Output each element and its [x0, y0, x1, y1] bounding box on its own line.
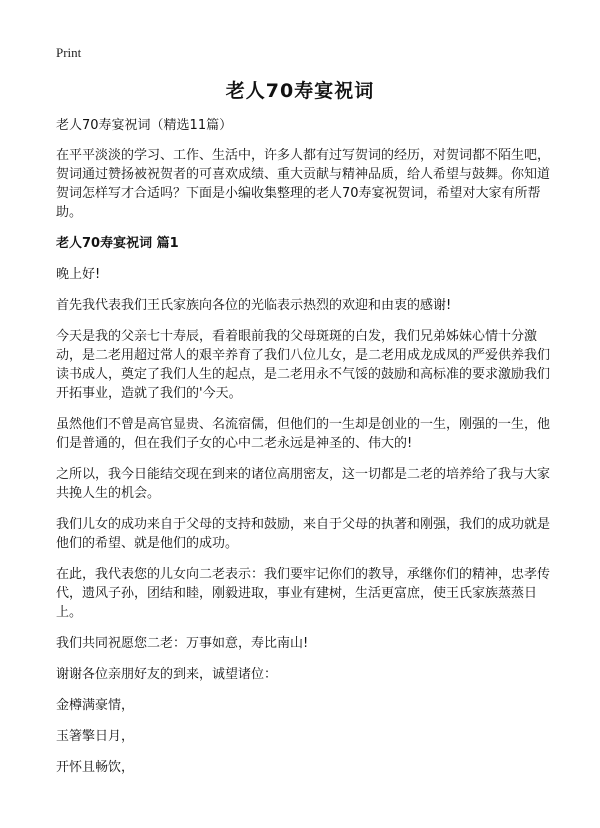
document-body	[56, 116, 550, 789]
paragraph: 首先我代表我们王氏家族向各位的光临表示热烈的欢迎和由衷的感谢!	[56, 298, 452, 313]
poem-line: 玉箸擎日月，	[56, 729, 135, 744]
poem-line: 金樽满豪情，	[56, 698, 135, 713]
paragraph: 在此，我代表您的儿女向二老表示：我们要牢记你们的教导，承继你们的精神，忠孝传代，遗风子孙，团结和睦，刚毅进取，事业有建树，生活更富庶，使王氏家族蒸蒸日上。	[56, 567, 551, 620]
document-subtitle: 老人70寿宴祝词（精选11篇）	[56, 118, 233, 133]
intro-paragraph: 在平平淡淡的学习、工作、生活中，许多人都有过写贺词的经历，对贺词都不陌生吧，贺词通过赞扬被祝贺者的可喜欢成绩、重大贡献与精神品质，给人希望与鼓舞。你知道贺词怎样写才合适吗？下面是小编收集整理的老人70寿宴祝贺词，希望对大家有所帮助。	[56, 148, 551, 220]
paragraph: 虽然他们不曾是高官显贵、名流宿儒，但他们的一生却是创业的一生，刚强的一生，他们是普通的，但在我们子女的心中二老永远是神圣的、伟大的!	[56, 417, 551, 451]
print-link[interactable]: Print	[56, 45, 82, 60]
paragraph: 我们儿女的成功来自于父母的支持和鼓励，来自于父母的执著和刚强，我们的成功就是他们的希望、就是他们的成功。	[56, 517, 551, 551]
paragraph: 谢谢各位亲朋好友的到来，诚望诸位：	[56, 667, 278, 682]
paragraph: 之所以，我今日能结交现在到来的诸位高朋密友，这一切都是二老的培养给了我与大家共挽人生的机会。	[56, 467, 551, 501]
poem-line: 开怀且畅饮，	[56, 760, 135, 775]
paragraph: 我们共同祝愿您二老：万事如意，寿比南山!	[56, 636, 309, 651]
paragraph: 今天是我的父亲七十寿辰，看着眼前我的父母斑斑的白发，我们兄弟姊妹心情十分激动，是二老用超过常人的艰辛养育了我们八位儿女，是二老用成龙成凤的严爱供养我们读书成人，奠定了我们人生的起点，是二老用永不气馁的鼓励和高标准的要求激励我们开拓事业，造就了我们的'今天。	[56, 329, 551, 401]
section-heading: 老人70寿宴祝词 篇1	[56, 236, 179, 251]
paragraph: 晚上好!	[56, 267, 101, 282]
document-title: 老人70寿宴祝词	[225, 80, 375, 102]
